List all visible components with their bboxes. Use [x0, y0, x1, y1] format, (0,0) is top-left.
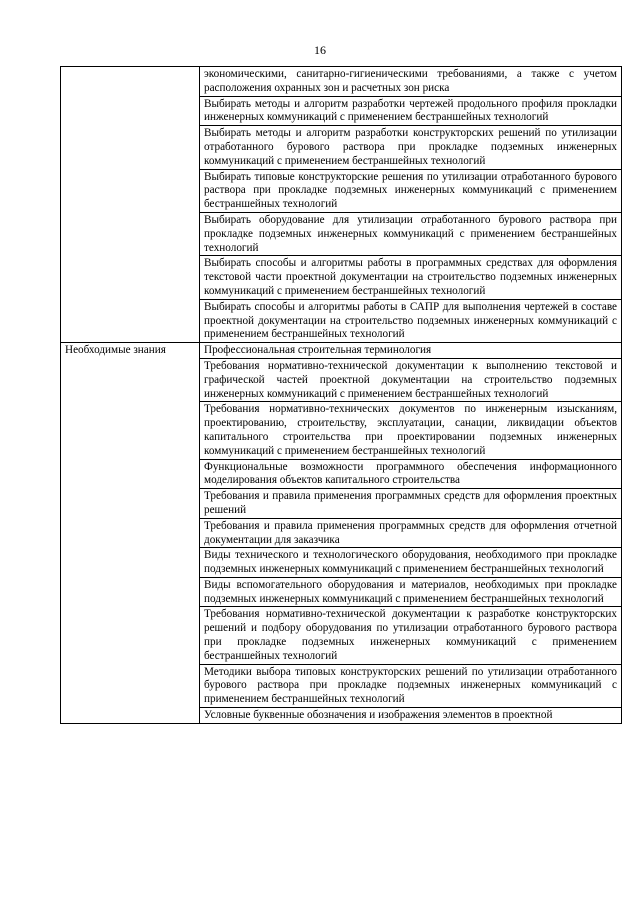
competency-table-body: [61, 67, 622, 724]
row-label-cell: [61, 67, 200, 343]
row-text-cell: Профессиональная строительная терминология: [200, 343, 622, 359]
row-text-cell: Выбирать способы и алгоритмы работы в программных средствах для оформления текстовой части проектной документации на строительство подземных инженерных коммуникаций с применением бестраншейных технологий: [200, 256, 622, 299]
table-row: [61, 343, 622, 359]
row-text-cell: Требования и правила применения программных средств для оформления проектных решений: [200, 489, 622, 519]
row-text-cell: Выбирать способы и алгоритмы работы в САПР для выполнения чертежей в составе проектной документации на строительство подземных инженерных коммуникаций с применением бестраншейных технологий: [200, 299, 622, 342]
row-text-cell: Требования нормативно-технической документации к разработке конструкторских решений и подбору оборудования по утилизации отработанного бурового раствора при прокладке подземных инженерных коммуникаций с применением бестраншейных технологий: [200, 607, 622, 664]
page-number: 16: [314, 43, 326, 57]
row-text-cell: Требования и правила применения программных средств для оформления отчетной документации для заказчика: [200, 518, 622, 548]
row-text-cell: Методики выбора типовых конструкторских решений по утилизации отработанного бурового раствора при прокладке подземных инженерных коммуникаций с применением бестраншейных технологий: [200, 664, 622, 707]
row-label-cell: Необходимые знания: [61, 343, 200, 724]
row-text-cell: экономическими, санитарно-гигиеническими требованиями, а также с учетом расположения охранных зон и расчетных зон риска: [200, 67, 622, 97]
row-text-cell: Виды технического и технологического оборудования, необходимого при прокладке подземных инженерных коммуникаций с применением бестраншейных технологий: [200, 548, 622, 578]
row-text-cell: Выбирать оборудование для утилизации отработанного бурового раствора при прокладке подземных инженерных коммуникаций с применением бестраншейных технологий: [200, 212, 622, 255]
row-text-cell: Требования нормативно-технической документации к выполнению текстовой и графической частей проектной документации на строительство подземных инженерных коммуникаций с применением бестраншейных технологий: [200, 358, 622, 401]
competency-table: [60, 66, 622, 724]
row-text-cell: Выбирать типовые конструкторские решения по утилизации отработанного бурового раствора при прокладке подземных инженерных коммуникаций с применением бестраншейных технологий: [200, 169, 622, 212]
table-row: [61, 67, 622, 97]
row-text-cell: Требования нормативно-технических документов по инженерным изысканиям, проектированию, строительству, эксплуатации, санации, ликвидации объектов капитального строительства при проектировании подземных инженерных коммуникаций с применением бестраншейных технологий: [200, 402, 622, 459]
row-text-cell: Функциональные возможности программного обеспечения информационного моделирования объектов капитального строительства: [200, 459, 622, 489]
row-text-cell: Выбирать методы и алгоритм разработки чертежей продольного профиля прокладки инженерных коммуникаций с применением бестраншейных технологий: [200, 96, 622, 126]
row-text-cell: Виды вспомогательного оборудования и материалов, необходимых при прокладке подземных инженерных коммуникаций с применением бестраншейных технологий: [200, 577, 622, 607]
row-text-cell: Условные буквенные обозначения и изображения элементов в проектной: [200, 708, 622, 724]
row-text-cell: Выбирать методы и алгоритм разработки конструкторских решений по утилизации отработанного бурового раствора при прокладке подземных инженерных коммуникаций с применением бестраншейных технологий: [200, 126, 622, 169]
